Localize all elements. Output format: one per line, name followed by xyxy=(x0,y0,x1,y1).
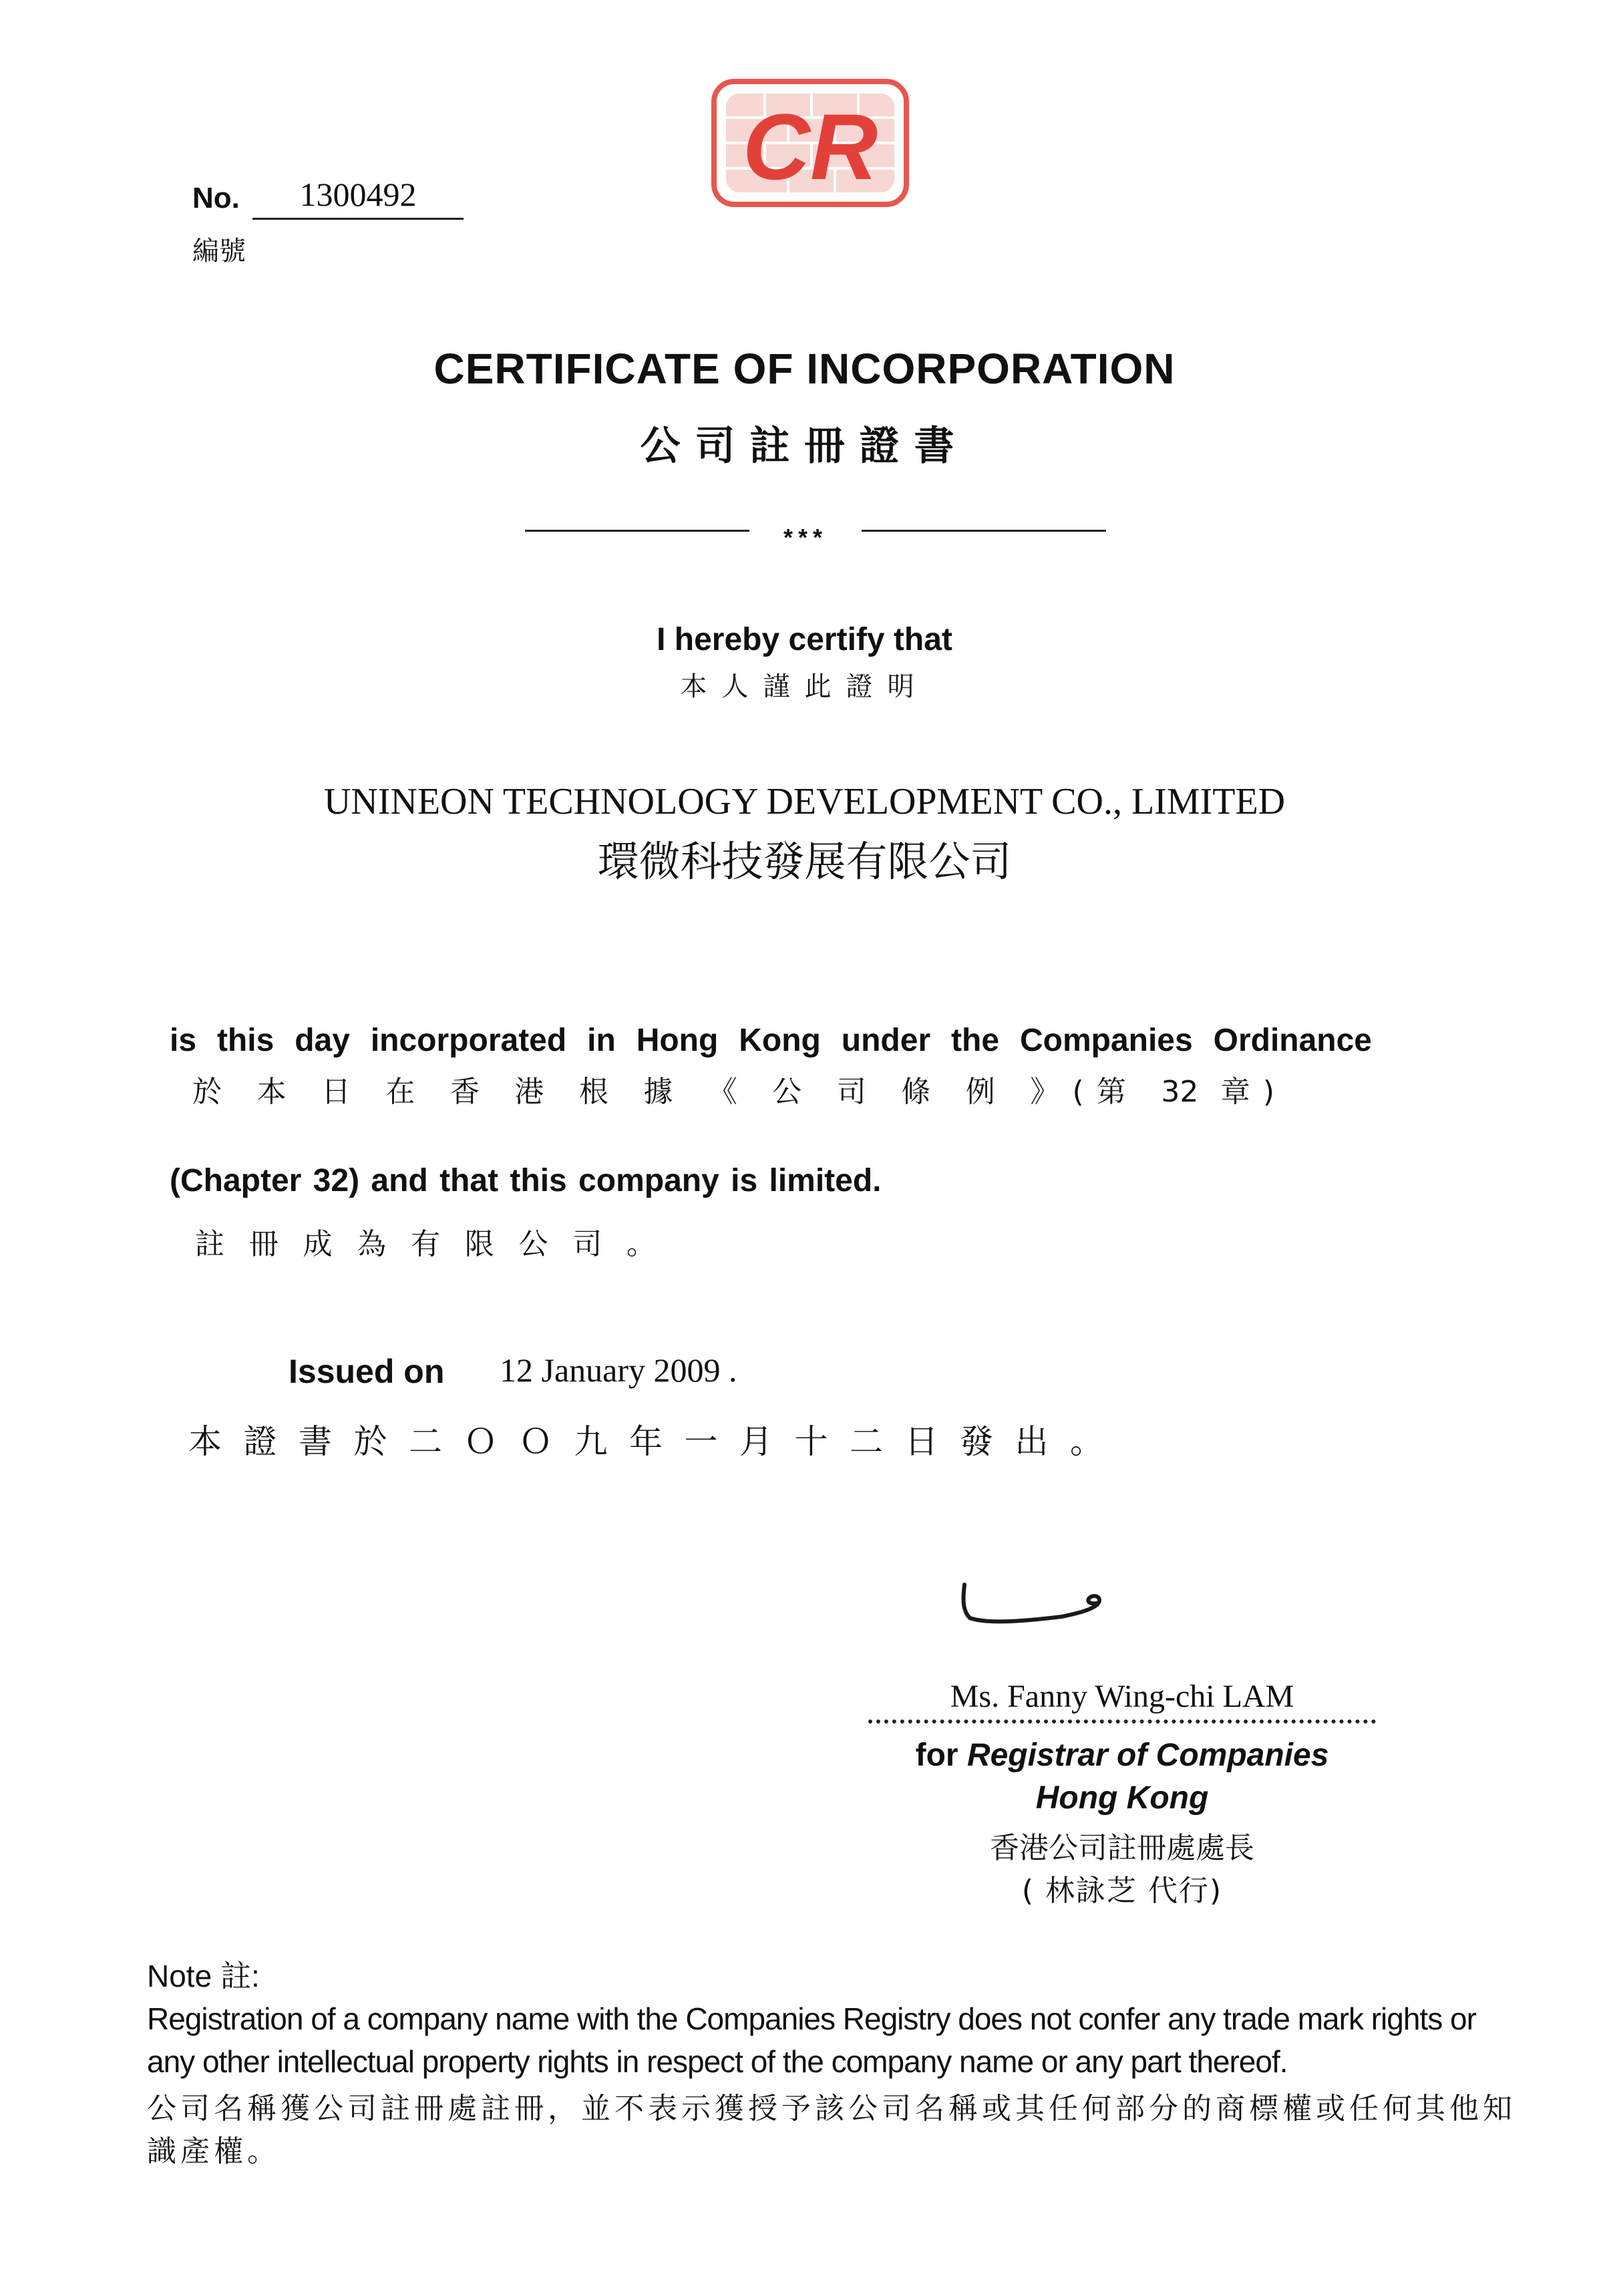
note-text-zh: 公司名稱獲公司註冊處註冊，並不表示獲授予該公司名稱或其任何部分的商標權或任何其他知識產權。 xyxy=(147,2092,1516,2168)
issue-date-zh: 本 證 書 於 二 Ｏ Ｏ 九 年 一 月 十 二 日 發 出 。 xyxy=(188,1422,1103,1461)
signer-name: Ms. Fanny Wing-chi LAM xyxy=(950,1679,1294,1714)
divider-stars: *** xyxy=(783,524,828,551)
handwritten-signature xyxy=(955,1570,1115,1637)
limited-statement: (Chapter 32) and that this company is limited. xyxy=(170,1163,882,1198)
registrar-for-label: for xyxy=(915,1738,958,1773)
number-label-zh: 編號 xyxy=(192,236,246,267)
incorporation-statement-zh: 於 本 日 在 香 港 根 據 《 公 司 條 例 》(第 32 章) xyxy=(192,1075,1274,1109)
note-text: Registration of a company name with the Companies Registry does not confer any trade mark rights or any other intellectual property rights in respect of the company name or any part thereof. xyxy=(147,2001,1476,2079)
certify-statement: I hereby certify that xyxy=(657,622,952,657)
cr-logo xyxy=(711,79,909,207)
registrar-place: Hong Kong xyxy=(1035,1780,1209,1816)
divider-left xyxy=(525,530,749,532)
issue-date: 12 January 2009 . xyxy=(500,1351,737,1389)
incorporation-statement: is this day incorporated in Hong Kong under the Companies Ordinance xyxy=(170,1023,1372,1058)
note-label: Note 註: xyxy=(147,1959,260,1993)
registrar-acting-zh: ( 林詠芝 代行) xyxy=(1021,1874,1223,1908)
limited-statement-zh: 註 冊 成 為 有 限 公 司 。 xyxy=(195,1227,656,1261)
certificate-number: 1300492 xyxy=(252,175,464,220)
certify-statement-zh: 本人謹此證明 xyxy=(680,671,929,702)
issued-label: Issued on xyxy=(289,1353,445,1390)
company-name: UNINEON TECHNOLOGY DEVELOPMENT CO., LIMITED xyxy=(323,781,1286,822)
registrar-role: Registrar of Companies xyxy=(966,1738,1329,1773)
company-name-zh: 環微科技發展有限公司 xyxy=(597,837,1012,886)
certificate-title-zh: 公司註冊證書 xyxy=(640,423,969,470)
certificate-title: CERTIFICATE OF INCORPORATION xyxy=(433,345,1176,393)
divider-right xyxy=(862,530,1106,532)
registrar-title-zh: 香港公司註冊處處長 xyxy=(990,1831,1254,1865)
signature-dotted-line xyxy=(868,1719,1376,1724)
cr-logo-text: CR xyxy=(742,94,878,199)
number-label: No. xyxy=(192,182,240,214)
registrar-title xyxy=(868,1737,1376,1774)
